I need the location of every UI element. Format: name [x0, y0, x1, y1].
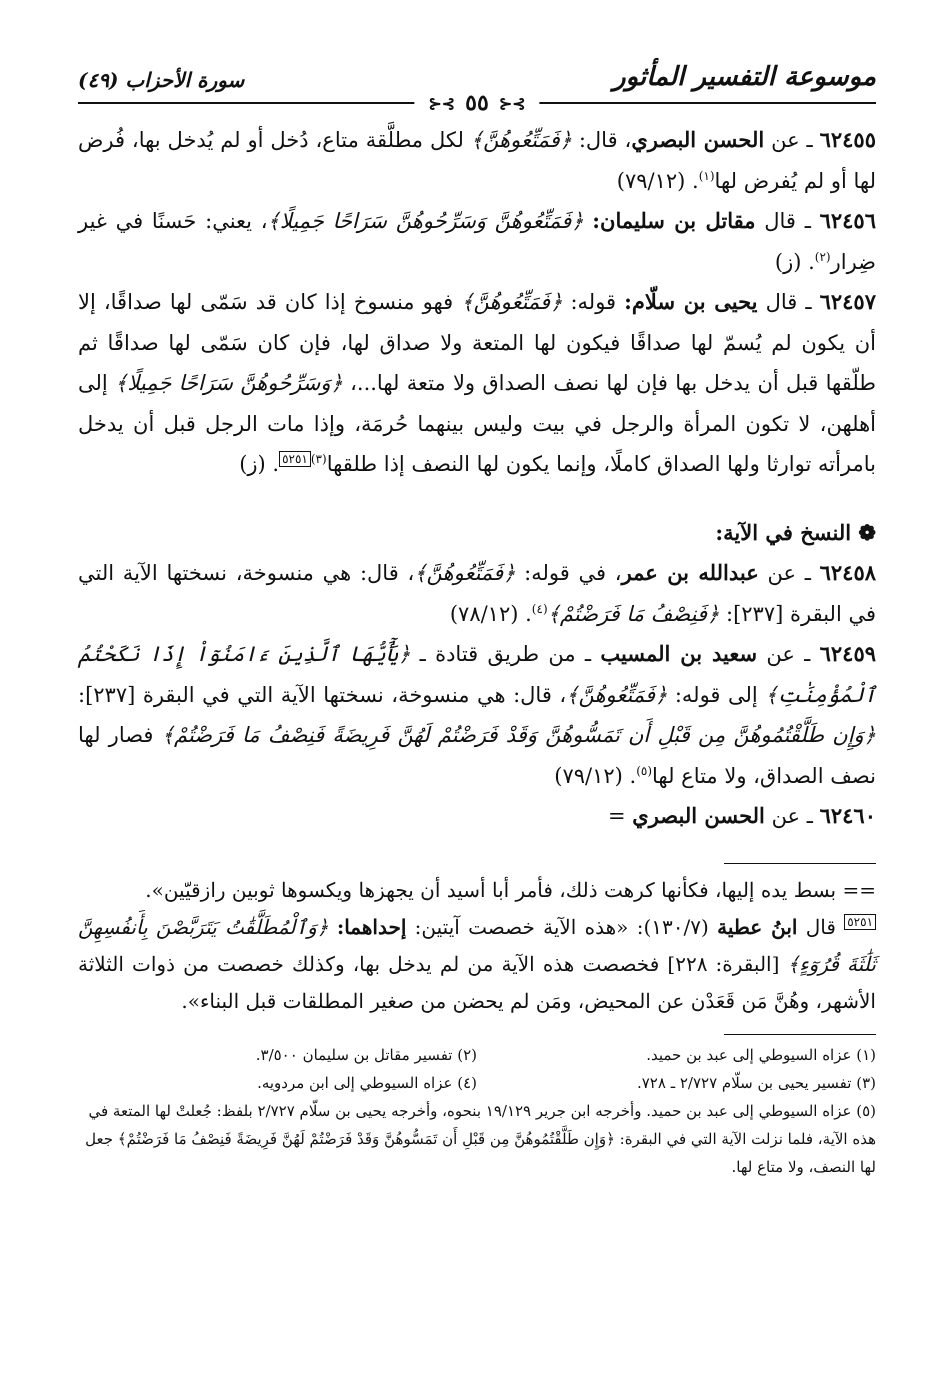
quran-quote: ﴿فَمَتِّعُوهُنَّ﴾ [470, 128, 572, 152]
entry-number: ٦٢٤٥٥ [819, 127, 876, 152]
text-run: ـ عن [764, 128, 820, 152]
athar-entry [78, 120, 876, 201]
entries-block-2 [78, 553, 876, 837]
entry-number: ٦٢٤٥٨ [819, 560, 877, 585]
note-paragraph [78, 909, 876, 1020]
main-text [78, 120, 876, 837]
narrator-name: سعيد بن المسيب [600, 641, 758, 666]
text-run: . (٧٩/١٢) [616, 168, 699, 193]
text-run: [البقرة: ٢٢٨] فخصصت هذه الآية من لم يدخل بها، وكذلك خصصت من ذوات الثلاثة الأشهر، وهُنَّ مَن قَعَدْن عن المحيض، ومَن لم يحضن من صغير المطلقات قبل البناء». [78, 951, 876, 1013]
narrator-name: الحسن البصري [631, 127, 765, 152]
editor-note [78, 872, 876, 1020]
text-run: فصار لها نصف الصداق، ولا متاع لها [78, 723, 876, 788]
footnotes [78, 1041, 876, 1181]
running-header [78, 60, 876, 120]
text-run: ـ عن [758, 561, 820, 585]
footnote-4: (٤) عزاه السيوطي إلى ابن مردويه. [257, 1073, 477, 1092]
quran-quote: ﴿يَٰٓأَيُّهَا ٱلَّذِينَ ءَامَنُوٓاْ إِذَا نَكَحْتُمُ ٱلْمُؤْمِنَٰتِ﴾ [78, 642, 876, 707]
narrator-name: عبدالله بن عمر [621, 560, 759, 585]
surah-title: سورة الأحزاب (٤٩) [78, 68, 245, 92]
entry-number: ٦٢٤٥٧ [819, 289, 876, 314]
page [78, 60, 876, 1181]
footnote-3: (٣) تفسير يحيى بن سلّام ٢/٧٢٧ ـ ٧٢٨. [636, 1073, 876, 1092]
book-title: موسوعة التفسير المأثور [613, 62, 876, 92]
text-run: فهو منسوخ إذا كان قد سَمّى لها صداقًا، إلا أن يكون لم يُسمّ لها صداقًا فيكون لها المتعة ولا صداق لها، فإن كان سَمّى لها صداقًا ثم طلّقها قبل أن يدخل بها فإن لها نصف الصداق ولا متعة لها...، [78, 290, 876, 395]
page-number-box [414, 90, 539, 116]
narrator-name: مقاتل بن سليمان: [592, 208, 756, 233]
text-run: ، في قوله: [515, 561, 622, 585]
footnote-marker: (٢) [814, 249, 831, 264]
entry-number: ٦٢٤٦٠ [819, 803, 876, 828]
text-run: . (ز) [239, 452, 280, 476]
entry-number: ٦٢٤٥٩ [819, 641, 877, 666]
text-run: ـ عن [757, 642, 820, 666]
text-run: ـ قال [757, 290, 820, 314]
footnote-marker: (١) [698, 168, 715, 183]
text-run: ـ عن [764, 804, 820, 828]
footnote-1: (١) عزاه السيوطي إلى عبد بن حميد. [646, 1045, 876, 1064]
text-run [584, 209, 593, 233]
text-run: ـ من طريق قتادة ـ [410, 642, 601, 666]
text-run: إلى أهلهن، لا تكون المرأة والرجل في بيت وليس بينهما حُرمَة، وإذا مات الرجل قبل أن يدخل بامرأته توارثا ولها الصداق كاملًا، وإنما يكون لها النصف إذا طلقها [78, 371, 876, 476]
note-ref-box: ٥٢٥١ [844, 914, 876, 930]
athar-entry [78, 796, 876, 837]
quran-quote: ﴿فَمَتِّعُوهُنَّ﴾ [414, 561, 516, 585]
text-run [329, 915, 337, 939]
text-run: (١٣٠/٧): «هذه الآية خصصت آيتين: [406, 914, 718, 939]
page-number: ٥٥ [465, 90, 489, 116]
narrator-name: ابنُ عطية [717, 914, 798, 939]
text-run: ، يعني: حَسنًا في غير ضِرار [78, 209, 876, 274]
quran-quote: ﴿وَإِن طَلَّقْتُمُوهُنَّ مِن قَبْلِ أَن تَمَسُّوهُنَّ وَقَدْ فَرَضْتُمْ لَهُنَّ فَرِيضَةً فَنِصْفُ مَا فَرَضْتُمْ﴾ [161, 723, 876, 747]
athar-entry [78, 201, 876, 282]
athar-entry [78, 282, 876, 485]
text-run: إلى قوله: [667, 682, 766, 707]
footnote-5: (٥) عزاه السيوطي إلى عبد بن حميد. وأخرجه ابن جرير ١٩/١٢٩ بنحوه، وأخرجه يحيى بن سلّام ٢/٧٢٧ بلفظ: جُعلتْ لها المتعة في هذه الآية، فلما نزلت الآية التي في البقرة: ﴿وَإِن طَلَّقْتُمُوهُنَّ مِن قَبْلِ أَن تَمَسُّوهُنَّ وَقَدْ فَرَضْتُمْ لَهُنَّ فَرِيضَةً فَنِصْفُ مَا فَرَضْتُمْ﴾ جعل لها النصف، ولا متاع لها. [85, 1101, 876, 1176]
footnote-2: (٢) تفسير مقاتل بن سليمان ٣/٥٠٠. [255, 1045, 477, 1064]
note-continuation: == بسط يده إليها، فكأنها كرهت ذلك، فأمر أبا أسيد أن يجهزها ويكسوها ثوبين رازقيّين». [145, 877, 876, 902]
entries-block [78, 120, 876, 485]
note-ref-box: ٥٢٥١ [279, 451, 311, 467]
narrator-name: الحسن البصري [632, 803, 765, 828]
quran-quote: ﴿فَنِصْفُ مَا فَرَضْتُمْ﴾ [547, 601, 720, 626]
narrator-name: إحداهما: [336, 914, 407, 939]
text-run: قوله: [562, 290, 625, 314]
separator-rule [724, 863, 876, 864]
quran-quote: ﴿فَمَتِّعُوهُنَّ وَسَرِّحُوهُنَّ سَرَاحًا جَمِيلًا﴾ [267, 209, 584, 233]
text-run: . (٧٩/١٢) [554, 763, 637, 788]
text-run: ، قال: هي منسوخة، نسختها الآية التي في البقرة [٢٣٧]: [78, 682, 567, 707]
narrator-name: يحيى بن سلّام: [624, 289, 758, 314]
text-run: = [607, 804, 633, 828]
text-run: قال [797, 914, 836, 939]
footnote-marker: (٣) [310, 452, 327, 466]
quran-quote: ﴿وَٱلْمُطَلَّقَٰتُ يَتَرَبَّصْنَ بِأَنفُسِهِنَّ ثَلَٰثَةَ قُرُوٓءٍ﴾ [78, 914, 876, 976]
quran-quote: ﴿وَسَرِّحُوهُنَّ سَرَاحًا جَمِيلًا﴾ [115, 371, 343, 395]
text-run: . (٧٨/١٢) [449, 601, 532, 626]
text-run: ـ قال [755, 209, 820, 233]
quran-quote: ﴿فَمَتِّعُوهُنَّ﴾ [566, 682, 668, 707]
athar-entry [78, 553, 876, 634]
section-heading: ❁ النسخ في الآية: [715, 519, 876, 545]
text-run: . (ز) [774, 249, 815, 274]
text-run: لكل مطلَّقة متاع، دُخل أو لم يُدخل بها، فُرض لها أو لم يُفرض لها [78, 128, 876, 193]
quran-quote: ﴿فَمَتِّعُوهُنَّ﴾ [461, 290, 563, 314]
ornament-icon: ⊱⊰ [428, 93, 456, 113]
athar-entry [78, 634, 876, 796]
text-run: ، قال: هي منسوخة، نسختها الآية التي في البقرة [٢٣٧]: [78, 561, 876, 626]
footnote-rule [724, 1034, 876, 1035]
entry-number: ٦٢٤٥٦ [819, 208, 876, 233]
footnote-marker: (٥) [636, 763, 653, 778]
text-run: ، قال: [571, 128, 632, 152]
ornament-icon: ⊱⊰ [498, 93, 526, 113]
footnote-marker: (٤) [531, 601, 548, 616]
